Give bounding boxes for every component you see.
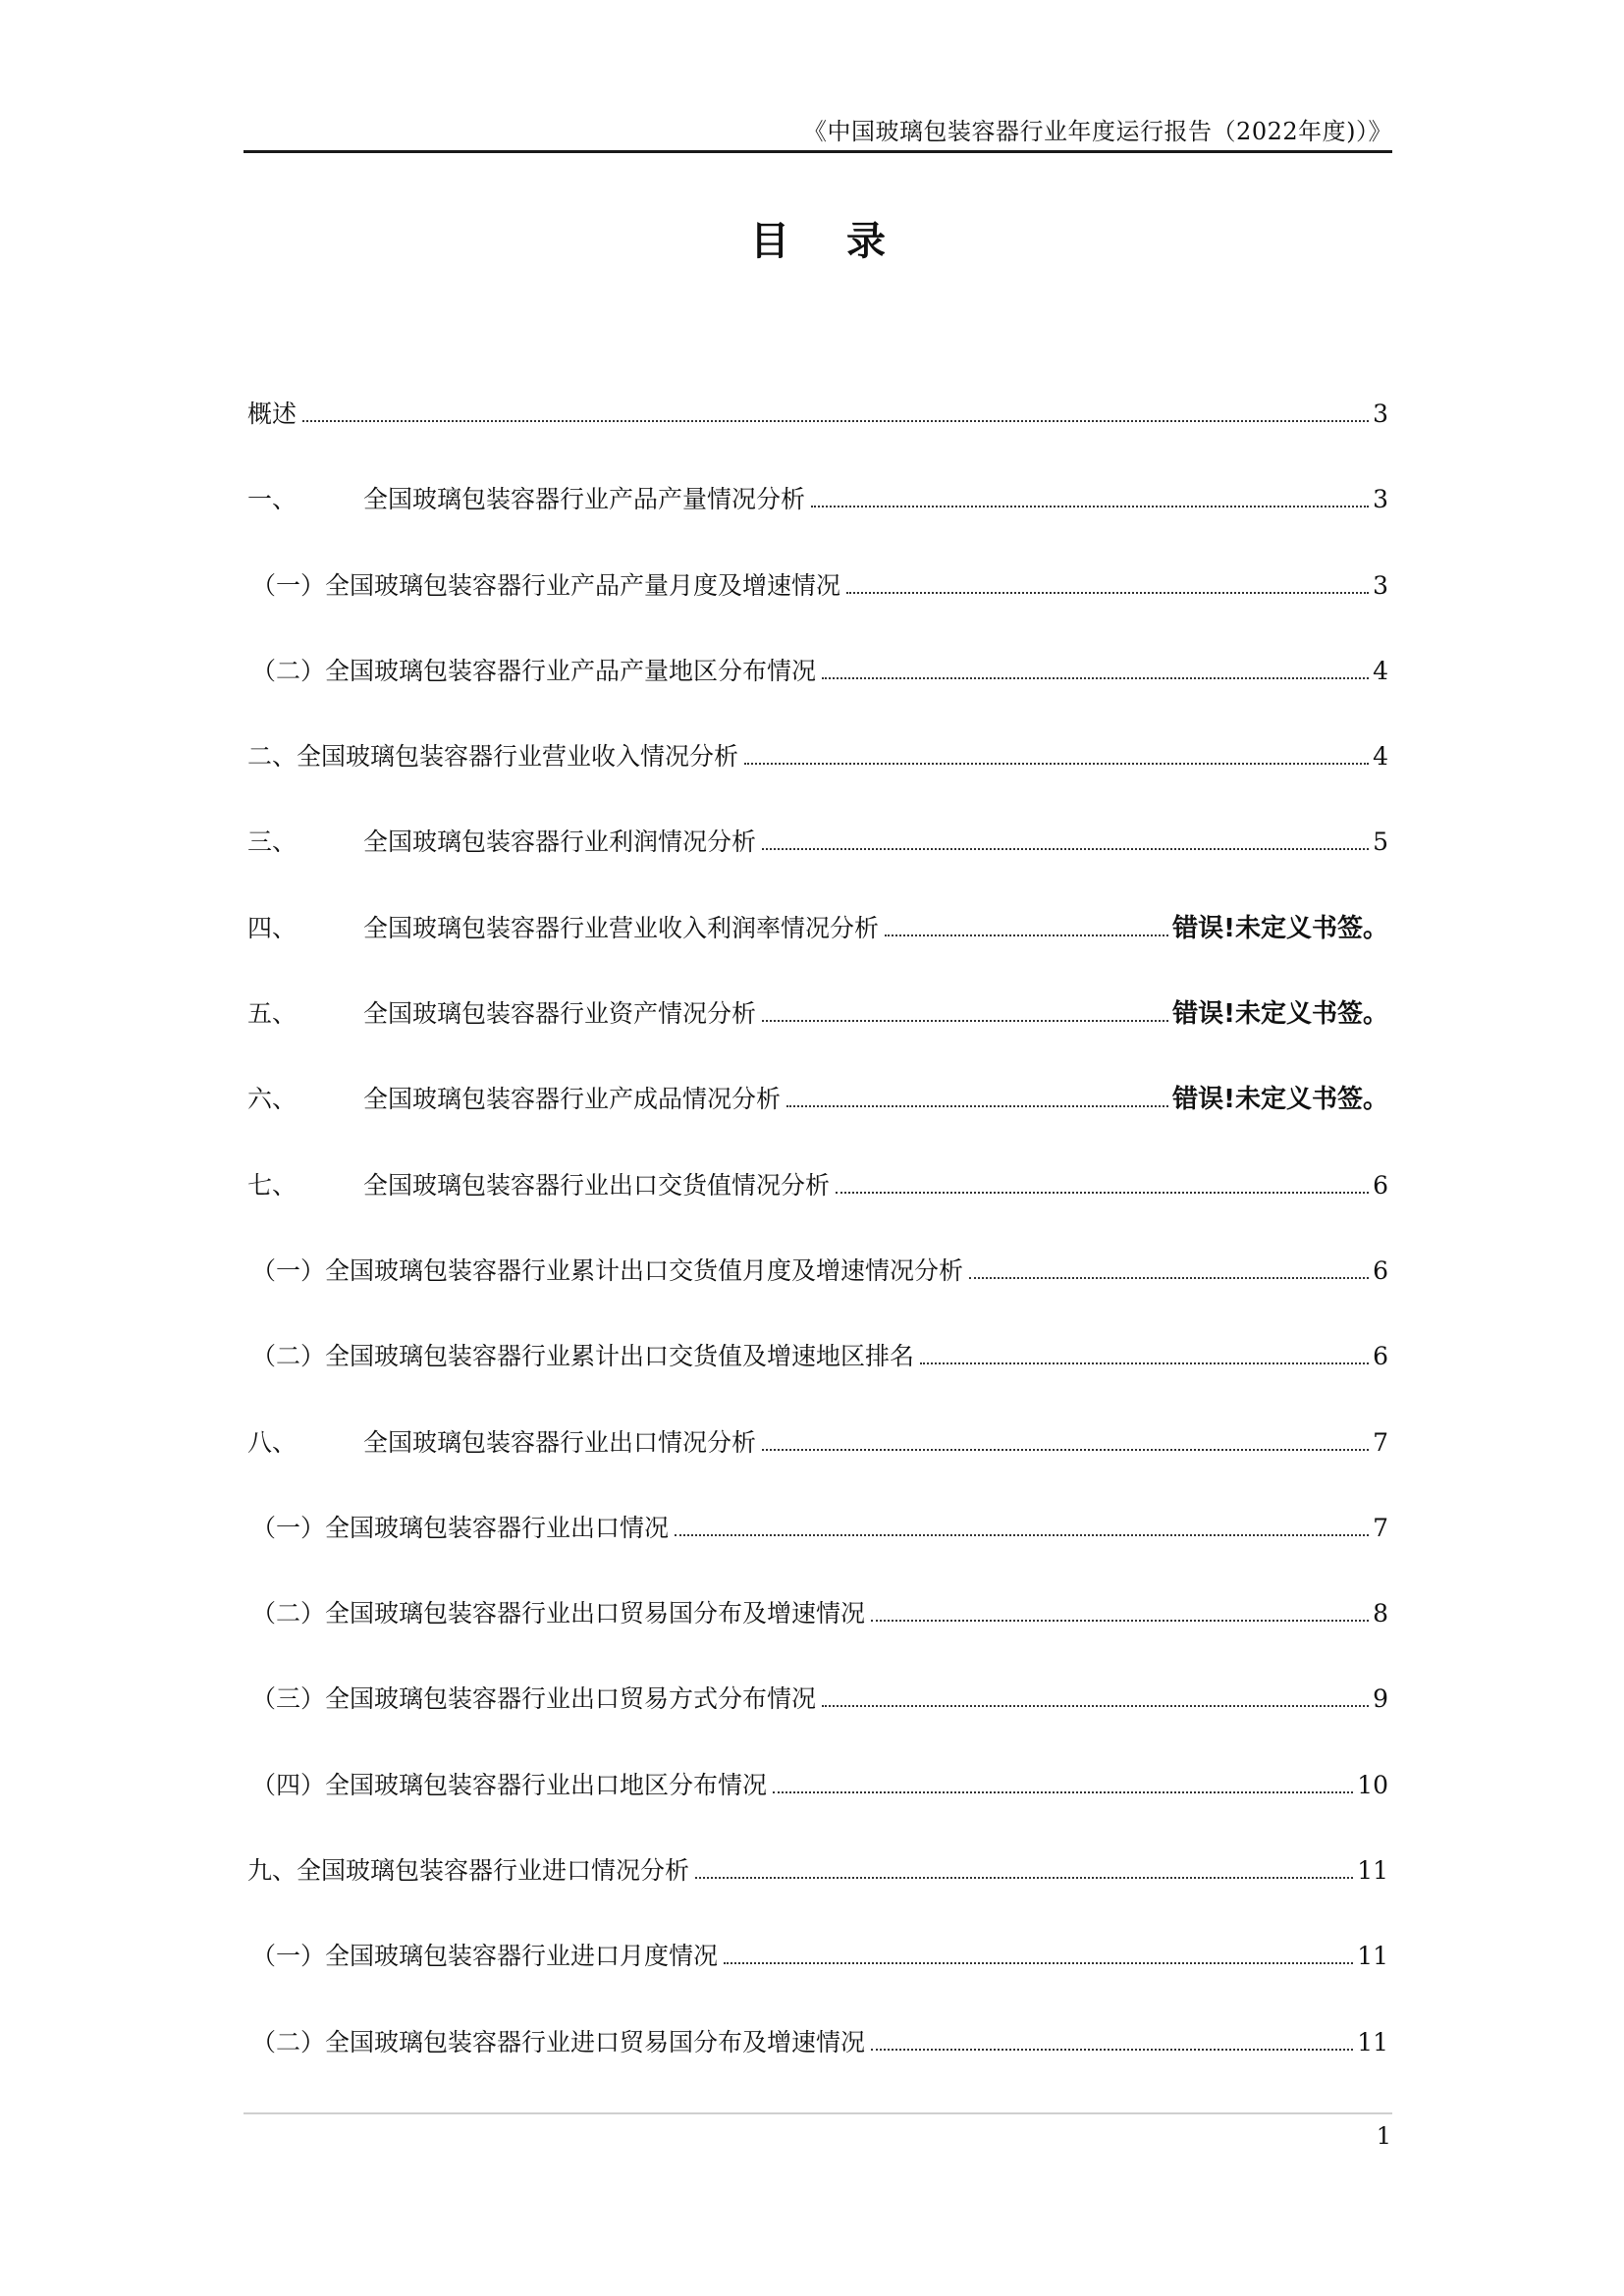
toc-entry[interactable] <box>247 561 1388 647</box>
footer-rule <box>244 2112 1392 2114</box>
toc-entry-page-error: 错误!未定义书签。 <box>1172 1085 1388 1115</box>
toc-dot-leader <box>822 677 1369 679</box>
toc-title: 目录 <box>750 219 943 264</box>
toc-entry-page: 8 <box>1373 1599 1388 1629</box>
toc-entry-page: 11 <box>1357 2027 1388 2056</box>
toc-entry-page: 3 <box>1373 570 1388 600</box>
toc-entry-text: 全国玻璃包装容器行业产成品情况分析 <box>363 1085 782 1114</box>
toc-dot-leader <box>762 1020 1168 1022</box>
toc-entry[interactable] <box>247 1075 1388 1160</box>
toc-dot-leader <box>836 1192 1369 1194</box>
toc-entry[interactable] <box>247 904 1388 989</box>
toc-entry[interactable] <box>247 2018 1388 2104</box>
toc-entry-text: 概述 <box>247 400 298 428</box>
toc-entry-text: （一）全国玻璃包装容器行业累计出口交货值月度及增速情况分析 <box>251 1255 964 1285</box>
toc-entry-text: 全国玻璃包装容器行业出口情况分析 <box>363 1427 757 1457</box>
toc-dot-leader <box>724 1962 1353 1964</box>
toc-entry-text: 全国玻璃包装容器行业利润情况分析 <box>363 828 757 857</box>
toc-entry[interactable] <box>247 1332 1388 1417</box>
toc-entry-page: 11 <box>1357 1856 1388 1886</box>
toc-entry-text: （四）全国玻璃包装容器行业出口地区分布情况 <box>251 1770 768 1799</box>
toc-dot-leader <box>871 2049 1353 2051</box>
toc-entry-text: 全国玻璃包装容器行业产品产量情况分析 <box>363 485 806 514</box>
toc-list <box>247 390 1388 2104</box>
toc-entry-number: 六、 <box>247 1085 298 1114</box>
toc-dot-leader <box>762 848 1369 850</box>
toc-entry[interactable] <box>247 1589 1388 1675</box>
toc-entry-page: 4 <box>1373 656 1388 685</box>
toc-entry-page-error: 错误!未定义书签。 <box>1172 913 1388 943</box>
toc-entry[interactable] <box>247 989 1388 1075</box>
toc-dot-leader <box>920 1362 1369 1364</box>
toc-entry[interactable] <box>247 1675 1388 1760</box>
toc-entry[interactable] <box>247 1504 1388 1589</box>
toc-entry[interactable] <box>247 1846 1388 1932</box>
toc-dot-leader <box>744 763 1369 765</box>
toc-dot-leader <box>302 420 1369 422</box>
toc-dot-leader <box>885 934 1168 936</box>
toc-entry-page: 3 <box>1373 485 1388 514</box>
header-rule <box>244 150 1392 153</box>
toc-dot-leader <box>871 1620 1369 1622</box>
toc-entry-text: （一）全国玻璃包装容器行业进口月度情况 <box>251 1942 719 1971</box>
toc-entry-text: （三）全国玻璃包装容器行业出口贸易方式分布情况 <box>251 1684 817 1714</box>
toc-entry-number: 九、 <box>247 1856 298 1886</box>
toc-entry-page: 10 <box>1357 1770 1388 1799</box>
toc-entry-number: 二、 <box>247 742 298 772</box>
toc-dot-leader <box>773 1791 1353 1793</box>
toc-dot-leader <box>969 1277 1369 1279</box>
page-number: 1 <box>1376 2122 1391 2150</box>
toc-dot-leader <box>811 506 1369 507</box>
toc-entry-number: 一、 <box>247 485 298 514</box>
toc-entry-number: 七、 <box>247 1170 298 1200</box>
toc-entry-number: 三、 <box>247 828 298 857</box>
running-header: 《中国玻璃包装容器行业年度运行报告（2022年度)）》 <box>803 118 1392 145</box>
toc-entry-number: 五、 <box>247 999 298 1029</box>
toc-entry-page: 6 <box>1373 1342 1388 1371</box>
toc-dot-leader <box>695 1877 1353 1879</box>
toc-entry[interactable] <box>247 732 1388 818</box>
toc-entry-page: 7 <box>1373 1513 1388 1542</box>
toc-entry[interactable] <box>247 1418 1388 1504</box>
toc-entry-text: （二）全国玻璃包装容器行业产品产量地区分布情况 <box>251 656 817 685</box>
toc-entry[interactable] <box>247 390 1388 475</box>
toc-entry-text: （一）全国玻璃包装容器行业产品产量月度及增速情况 <box>251 570 841 600</box>
toc-entry[interactable] <box>247 1161 1388 1247</box>
toc-entry-number: 八、 <box>247 1427 298 1457</box>
toc-entry-page: 6 <box>1373 1170 1388 1200</box>
toc-dot-leader <box>675 1534 1369 1536</box>
toc-entry-text: 全国玻璃包装容器行业营业收入情况分析 <box>297 742 739 772</box>
toc-entry-page: 9 <box>1373 1684 1388 1714</box>
toc-dot-leader <box>786 1105 1168 1107</box>
toc-entry[interactable] <box>247 1247 1388 1332</box>
toc-entry-page: 4 <box>1373 742 1388 772</box>
toc-entry-text: 全国玻璃包装容器行业出口交货值情况分析 <box>363 1170 831 1200</box>
toc-entry-page: 5 <box>1373 828 1388 857</box>
toc-entry[interactable] <box>247 647 1388 732</box>
toc-entry[interactable] <box>247 818 1388 903</box>
toc-entry-page: 7 <box>1373 1427 1388 1457</box>
toc-entry-text: （一）全国玻璃包装容器行业出口情况 <box>251 1513 670 1542</box>
toc-entry[interactable] <box>247 1761 1388 1846</box>
toc-dot-leader <box>762 1449 1369 1451</box>
toc-entry-text: 全国玻璃包装容器行业资产情况分析 <box>363 999 757 1029</box>
toc-entry-text: （二）全国玻璃包装容器行业累计出口交货值及增速地区排名 <box>251 1342 915 1371</box>
toc-entry-page: 3 <box>1373 400 1388 428</box>
toc-entry-text: 全国玻璃包装容器行业营业收入利润率情况分析 <box>363 913 880 942</box>
toc-entry-page-error: 错误!未定义书签。 <box>1172 999 1388 1030</box>
toc-entry[interactable] <box>247 475 1388 561</box>
toc-entry-page: 6 <box>1373 1255 1388 1285</box>
toc-dot-leader <box>822 1705 1369 1707</box>
toc-entry-text: （二）全国玻璃包装容器行业进口贸易国分布及增速情况 <box>251 2027 866 2056</box>
toc-entry-page: 11 <box>1357 1942 1388 1971</box>
toc-dot-leader <box>846 592 1369 594</box>
toc-entry-text: （二）全国玻璃包装容器行业出口贸易国分布及增速情况 <box>251 1599 866 1629</box>
toc-entry[interactable] <box>247 1932 1388 2017</box>
toc-entry-text: 全国玻璃包装容器行业进口情况分析 <box>297 1856 690 1886</box>
toc-entry-number: 四、 <box>247 913 298 942</box>
